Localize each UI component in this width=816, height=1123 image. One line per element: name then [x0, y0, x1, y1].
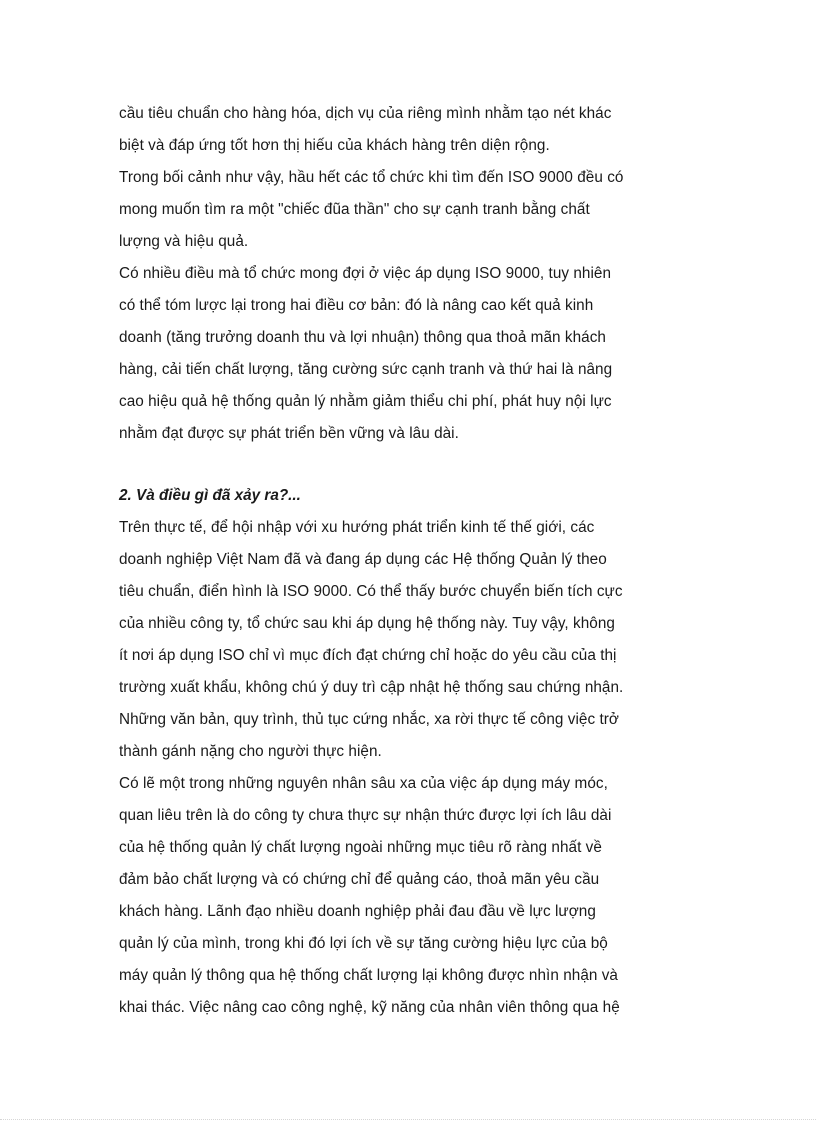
section-spacer: [119, 450, 695, 480]
paragraph-reality: Trên thực tế, để hội nhập với xu hướng phát triển kinh tế thế giới, các doanh nghiệp Việt Nam đã và đang áp dụng các Hệ thống Quản lý theo tiêu chuẩn, điển hình là ISO 9000. Có thể thấy bước chuyển biến tích cực của nhiều công ty, tổ chức sau khi áp dụng hệ thống này. Tuy vậy, không ít nơi áp dụng ISO chỉ vì mục đích đạt chứng chỉ hoặc do yêu cầu của thị trường xuất khẩu, không chú ý duy trì cập nhật hệ thống sau chứng nhận. Những văn bản, quy trình, thủ tục cứng nhắc, xa rời thực tế công việc trở thành gánh nặng cho người thực hiện.: [119, 519, 624, 760]
paragraph-iso-context: Trong bối cảnh như vậy, hầu hết các tổ chức khi tìm đến ISO 9000 đều có mong muốn tìm ra một "chiếc đũa thần" cho sự cạnh tranh bằng chất lượng và hiệu quả.: [119, 169, 624, 250]
section-heading: 2. Và điều gì đã xảy ra?...: [119, 487, 301, 504]
document-body: [119, 98, 695, 1024]
paragraph-root-cause: Có lẽ một trong những nguyên nhân sâu xa của việc áp dụng máy móc, quan liêu trên là do công ty chưa thực sự nhận thức được lợi ích lâu dài của hệ thống quản lý chất lượng ngoài những mục tiêu rõ ràng nhất về đảm bảo chất lượng và có chứng chỉ để quảng cáo, thoả mãn yêu cầu khách hàng. Lãnh đạo nhiều doanh nghiệp phải đau đầu về lực lượng quản lý của mình, trong khi đó lợi ích về sự tăng cường hiệu lực của bộ máy quản lý thông qua hệ thống chất lượng lại không được nhìn nhận và khai thác. Việc nâng cao công nghệ, kỹ năng của nhân viên thông qua hệ: [119, 775, 620, 1016]
paragraph-standards-intro: cầu tiêu chuẩn cho hàng hóa, dịch vụ của riêng mình nhằm tạo nét khác biệt và đáp ứng tốt hơn thị hiếu của khách hàng trên diện rộng.: [119, 105, 612, 154]
paragraph-expectations: Có nhiều điều mà tổ chức mong đợi ở việc áp dụng ISO 9000, tuy nhiên có thể tóm lược lại trong hai điều cơ bản: đó là nâng cao kết quả kinh doanh (tăng trưởng doanh thu và lợi nhuận) thông qua thoả mãn khách hàng, cải tiến chất lượng, tăng cường sức cạnh tranh và thứ hai là nâng cao hiệu quả hệ thống quản lý nhằm giảm thiểu chi phí, phát huy nội lực nhằm đạt được sự phát triển bền vững và lâu dài.: [119, 265, 613, 442]
page-bottom-border: [0, 1119, 816, 1120]
